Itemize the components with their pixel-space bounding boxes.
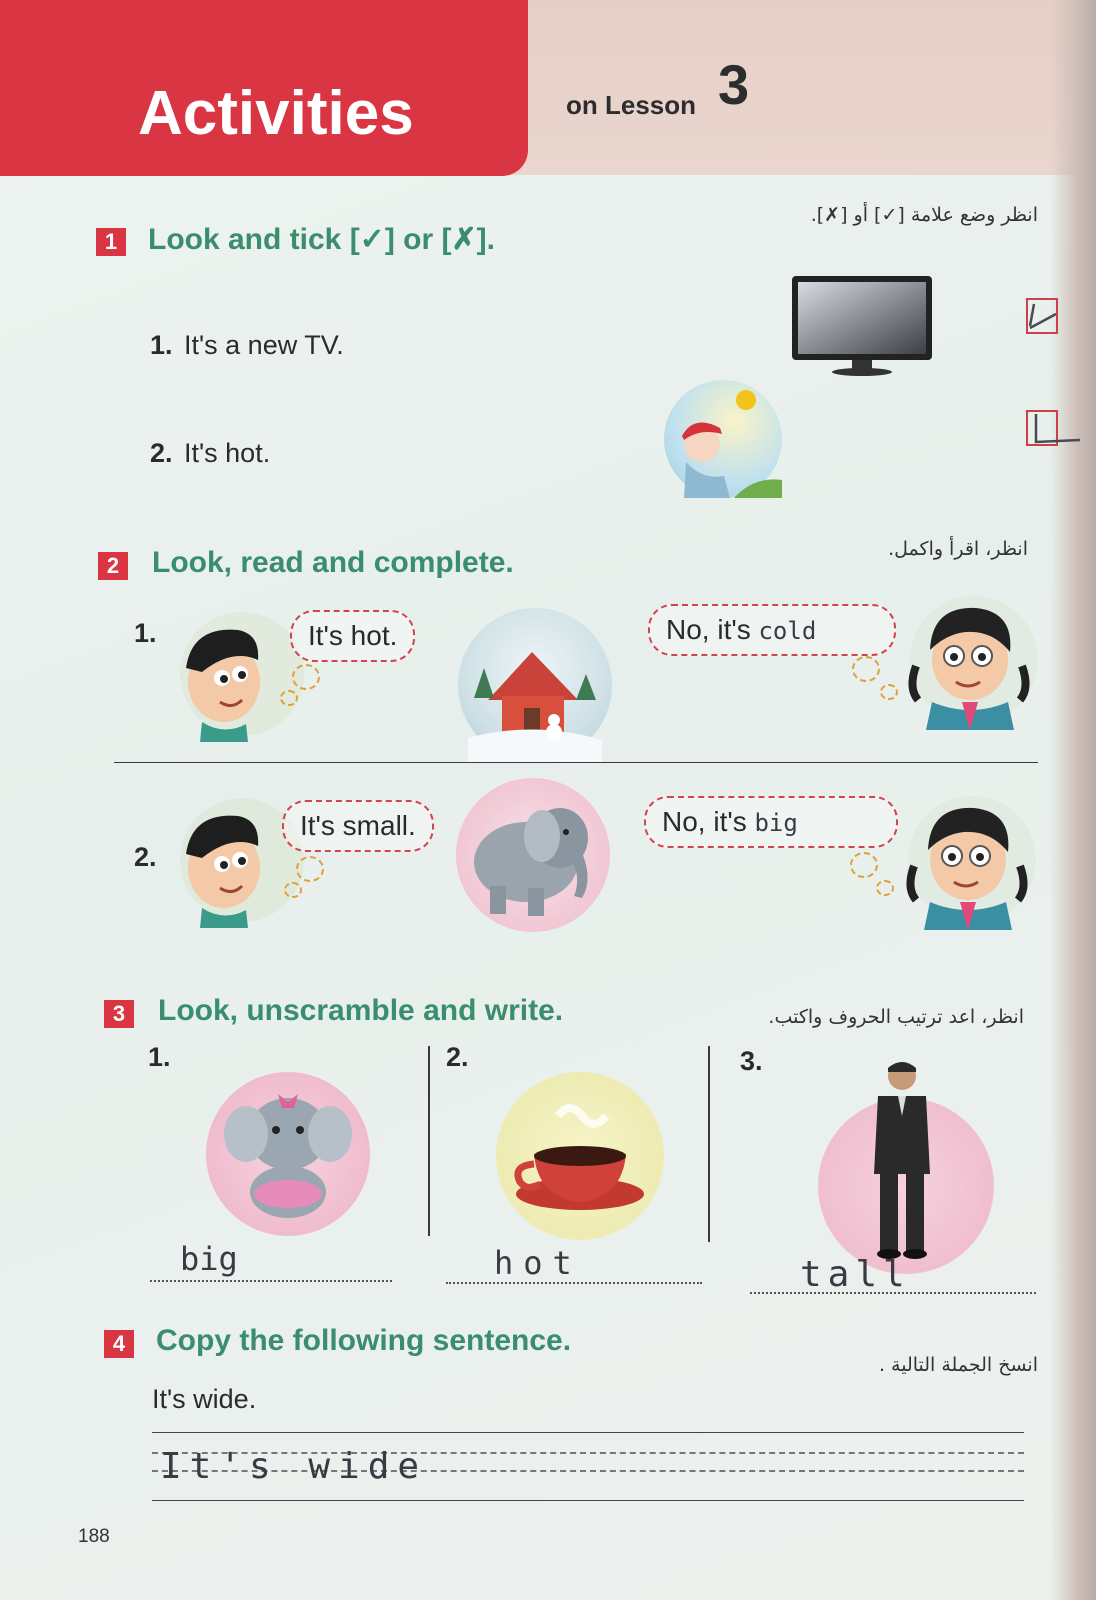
ex1-item-1-number: 1. xyxy=(150,330,173,360)
ex3-item-1-number: 1. xyxy=(148,1042,171,1072)
ex2-row-2-girl-bubble xyxy=(644,796,898,848)
ex3-item-3-number: 3. xyxy=(740,1046,763,1076)
exercise-4-arabic: انسخ الجملة التالية . xyxy=(878,1354,1038,1376)
exercise-2-number: 2 xyxy=(98,552,128,580)
man-in-suit-icon xyxy=(862,1056,942,1260)
ex2-row-2-boy-bubble: It's small. xyxy=(282,800,434,852)
ex1-item-2-number: 2. xyxy=(150,438,173,468)
lesson-number: 3 xyxy=(718,53,750,116)
girl-character-icon xyxy=(896,590,1046,730)
page-edge-shadow xyxy=(1050,0,1096,1600)
winter-house-image xyxy=(458,608,612,762)
row-divider xyxy=(114,762,1038,763)
column-divider xyxy=(708,1046,710,1242)
tick-mark-2-icon xyxy=(1024,406,1084,450)
exercise-1-title: Look and tick [✓] or [✗]. xyxy=(148,223,495,256)
exercise-4-title: Copy the following sentence. xyxy=(156,1324,572,1357)
ex1-item-2-text: It's hot. xyxy=(184,438,271,468)
thought-dot xyxy=(292,664,320,690)
exercise-1-arabic: انظر وضع علامة [✓] أو [✗]. xyxy=(810,204,1038,226)
exercise-3-arabic: انظر، اعد ترتيب الحروف واكتب. xyxy=(768,1006,1024,1028)
thought-dot xyxy=(280,690,298,706)
ex3-answer-1[interactable]: big xyxy=(180,1240,238,1278)
girl-character-icon xyxy=(894,790,1044,930)
thought-dot xyxy=(852,656,880,682)
exercise-3-title: Look, unscramble and write. xyxy=(158,994,564,1027)
answer-line-2 xyxy=(446,1282,702,1284)
answer-line-1 xyxy=(150,1280,392,1282)
ex4-sentence: It's wide. xyxy=(152,1384,257,1414)
elephant-image xyxy=(456,778,610,932)
tv-image xyxy=(790,272,936,380)
exercise-4-number: 4 xyxy=(104,1330,134,1358)
ex3-answer-2[interactable]: hot xyxy=(494,1244,582,1282)
lesson-label: on Lesson xyxy=(566,90,697,120)
ex2-row-1-girl-text: No, it's xyxy=(666,614,751,645)
ex2-row-1-boy-bubble: It's hot. xyxy=(290,610,415,662)
exercise-2-arabic: انظر، اقرأ واكمل. xyxy=(888,538,1028,560)
writing-line-top xyxy=(152,1432,1024,1433)
elephant-icon xyxy=(456,778,610,932)
hot-tea-image xyxy=(496,1072,664,1240)
baby-elephant-image xyxy=(206,1072,370,1236)
thought-dot xyxy=(850,852,878,878)
ex4-answer[interactable]: It's wide xyxy=(160,1446,428,1487)
ex3-answer-3[interactable]: tall xyxy=(800,1254,911,1295)
thought-dot xyxy=(284,882,302,898)
page-title: Activities xyxy=(138,79,414,148)
exercise-3-number: 3 xyxy=(104,1000,134,1028)
ex2-row-1-number: 1. xyxy=(134,618,157,648)
thought-dot xyxy=(296,856,324,882)
ex3-item-2-number: 2. xyxy=(446,1042,469,1072)
ex2-row-2-number: 2. xyxy=(134,842,157,872)
writing-line-bottom xyxy=(152,1500,1024,1501)
tea-cup-icon xyxy=(496,1072,664,1240)
ex2-row-2-answer[interactable]: big xyxy=(754,809,798,837)
exercise-2-title: Look, read and complete. xyxy=(152,546,514,579)
ex1-item-1-text: It's a new TV. xyxy=(184,330,344,360)
snow-house-icon xyxy=(458,608,612,762)
hot-weather-image xyxy=(664,380,782,498)
tick-mark-1-icon xyxy=(1024,296,1064,336)
thought-dot xyxy=(876,880,894,896)
ex2-row-1-girl-bubble xyxy=(648,604,896,656)
exercise-1-number: 1 xyxy=(96,228,126,256)
column-divider xyxy=(428,1046,430,1236)
ex2-row-2-girl-text: No, it's xyxy=(662,806,747,837)
boy-in-sun-icon xyxy=(664,380,782,498)
page-number: 188 xyxy=(78,1526,110,1547)
baby-elephant-icon xyxy=(206,1072,370,1236)
ex2-row-1-answer[interactable]: cold xyxy=(758,617,817,645)
